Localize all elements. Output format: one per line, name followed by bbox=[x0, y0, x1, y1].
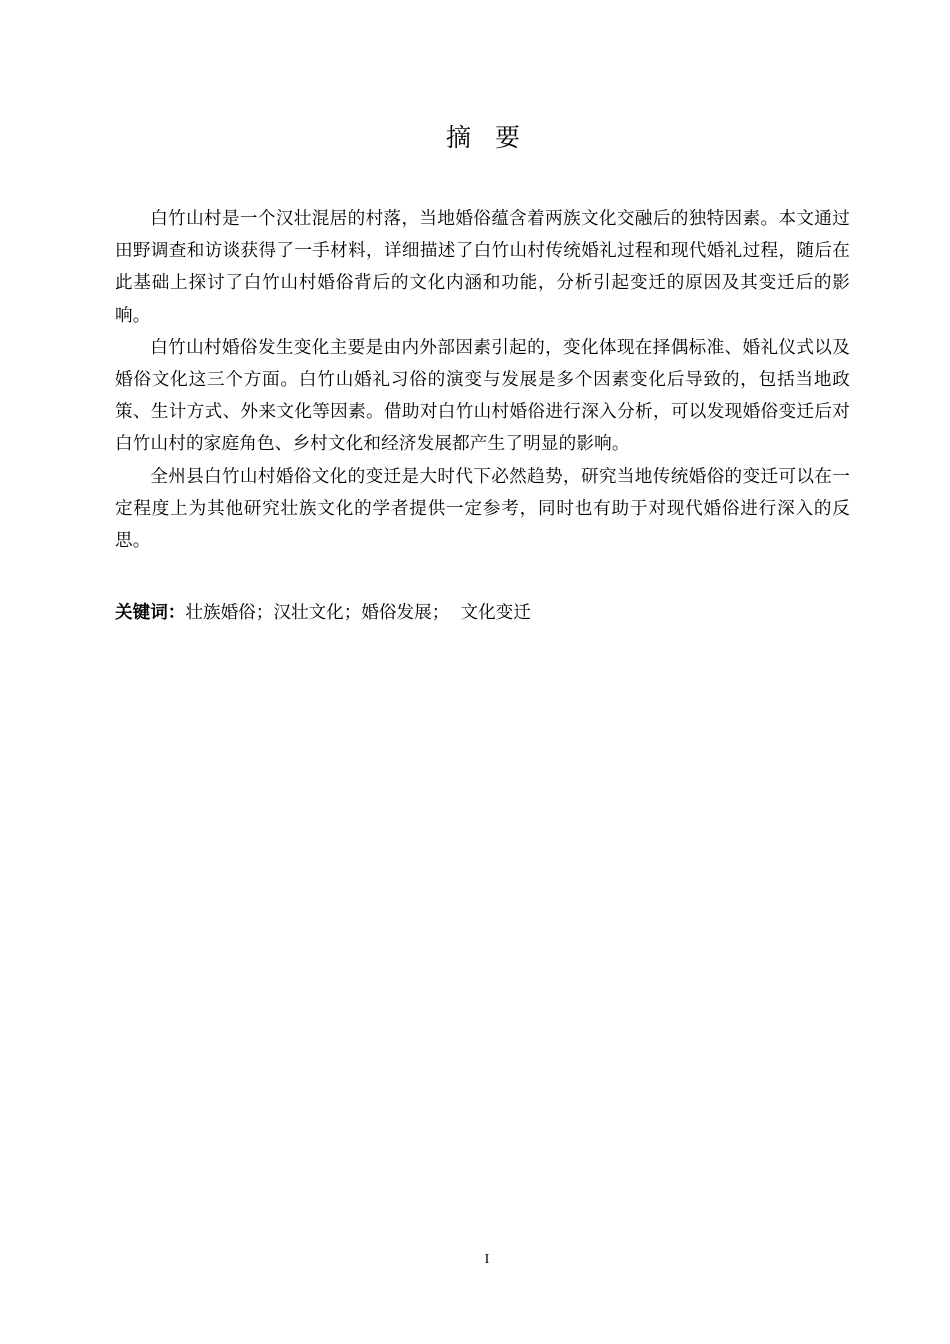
keywords-line bbox=[115, 598, 850, 628]
abstract-paragraph-3: 全州县白竹山村婚俗文化的变迁是大时代下必然趋势，研究当地传统婚俗的变迁可以在一定程度上为其他研究壮族文化的学者提供一定参考，同时也有助于对现代婚俗进行深入的反思。 bbox=[115, 466, 850, 552]
abstract-title-char-1: 摘 bbox=[445, 123, 471, 152]
keywords-label: 关键词： bbox=[115, 603, 186, 623]
abstract-paragraph-1: 白竹山村是一个汉壮混居的村落，当地婚俗蕴含着两族文化交融后的独特因素。本文通过田野调查和访谈获得了一手材料，详细描述了白竹山村传统婚礼过程和现代婚礼过程，随后在此基础上探讨了白竹山村婚俗背后的文化内涵和功能，分析引起变迁的原因及其变迁后的影响。 bbox=[115, 209, 850, 326]
abstract-body bbox=[115, 203, 850, 557]
abstract-title-char-2: 要 bbox=[495, 123, 521, 152]
keywords-text: 壮族婚俗；汉壮文化；婚俗发展； 文化变迁 bbox=[185, 603, 531, 623]
page-number: I bbox=[484, 1252, 490, 1267]
abstract-paragraph-2: 白竹山村婚俗发生变化主要是由内外部因素引起的，变化体现在择偶标准、婚礼仪式以及婚俗文化这三个方面。白竹山婚礼习俗的演变与发展是多个因素变化后导致的，包括当地政策、生计方式、外来文化等因素。借助对白竹山村婚俗进行深入分析，可以发现婚俗变迁后对白竹山村的家庭角色、乡村文化和经济发展都产生了明显的影响。 bbox=[115, 337, 850, 455]
abstract-title bbox=[0, 120, 950, 156]
